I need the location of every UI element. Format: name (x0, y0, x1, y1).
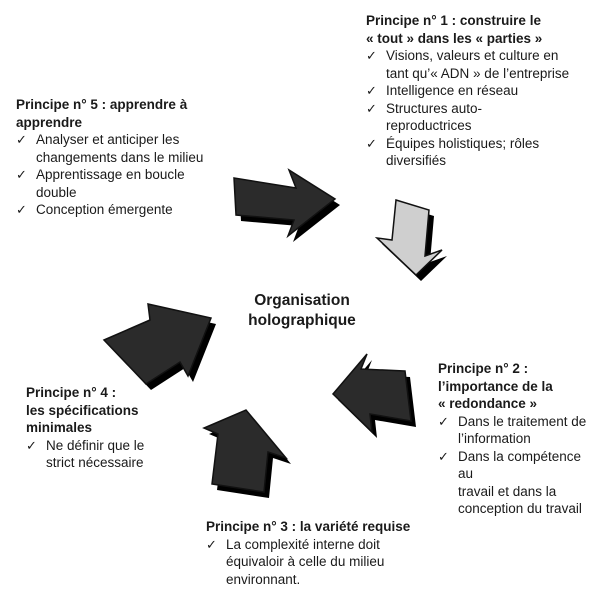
principle-3-list (206, 536, 456, 589)
list-item: ✓ Équipes holistiques; rôles diversifiés (366, 135, 540, 168)
check-icon: ✓ (16, 202, 27, 217)
arrow-p5-to-p1 (234, 170, 340, 242)
list-item: ✓ Apprentissage en boucle double (16, 167, 185, 200)
principle-2-list (438, 413, 598, 518)
arrow-p1-to-p2 (377, 200, 447, 281)
check-icon: ✓ (438, 448, 449, 464)
center-title-line1: Organisation (254, 292, 350, 309)
check-icon: ✓ (206, 536, 217, 552)
arrow-p3-to-p4 (204, 410, 291, 498)
principle-1-title: Principe n° 1 : construire le « tout » dans les « parties » (366, 13, 543, 46)
list-item: ✓ Analyser et anticiper les changements dans le milieu (16, 132, 204, 165)
check-icon: ✓ (366, 48, 377, 63)
principle-5-title: Principe n° 5 : apprendre à apprendre (16, 97, 188, 130)
list-item: ✓ Intelligence en réseau (366, 83, 519, 98)
principle-3 (206, 518, 456, 588)
check-icon: ✓ (366, 135, 377, 151)
check-icon: ✓ (366, 83, 377, 98)
principle-4-title: Principe n° 4 : les spécifications minimales (26, 385, 139, 435)
principle-3-title: Principe n° 3 : la variété requise (206, 519, 411, 534)
principle-4-list (26, 437, 196, 472)
list-item: ✓ Conception émergente (16, 202, 173, 217)
check-icon: ✓ (16, 167, 27, 182)
check-icon: ✓ (16, 132, 27, 147)
list-item: ✓ Visions, valeurs et culture en tant qu’« ADN » de l’entreprise (366, 48, 570, 81)
list-item: ✓ Dans le traitement de l’information (438, 413, 587, 446)
principle-4 (26, 384, 196, 472)
list-item: ✓ Ne définir que le strict nécessaire (26, 437, 145, 470)
principle-2 (438, 360, 598, 518)
principle-5 (16, 96, 226, 219)
check-icon: ✓ (438, 413, 449, 429)
list-item: ✓ Dans la compétence au travail et dans la conception du travail (438, 448, 582, 516)
list-item: ✓ Structures auto- reproductrices (366, 100, 483, 133)
principle-2-title: Principe n° 2 : l’importance de la « redondance » (438, 361, 553, 411)
check-icon: ✓ (26, 437, 37, 453)
center-title-line2: holographique (248, 312, 356, 329)
arrow-p4-to-p5 (104, 304, 216, 390)
principle-1 (366, 12, 598, 170)
list-item: ✓ La complexité interne doit équivaloir à celle du milieu environnant. (206, 536, 385, 587)
check-icon: ✓ (366, 100, 377, 116)
principle-1-list (366, 47, 598, 170)
center-title (232, 291, 372, 331)
arrow-p2-to-p3 (333, 354, 416, 438)
principle-5-list (16, 131, 226, 219)
